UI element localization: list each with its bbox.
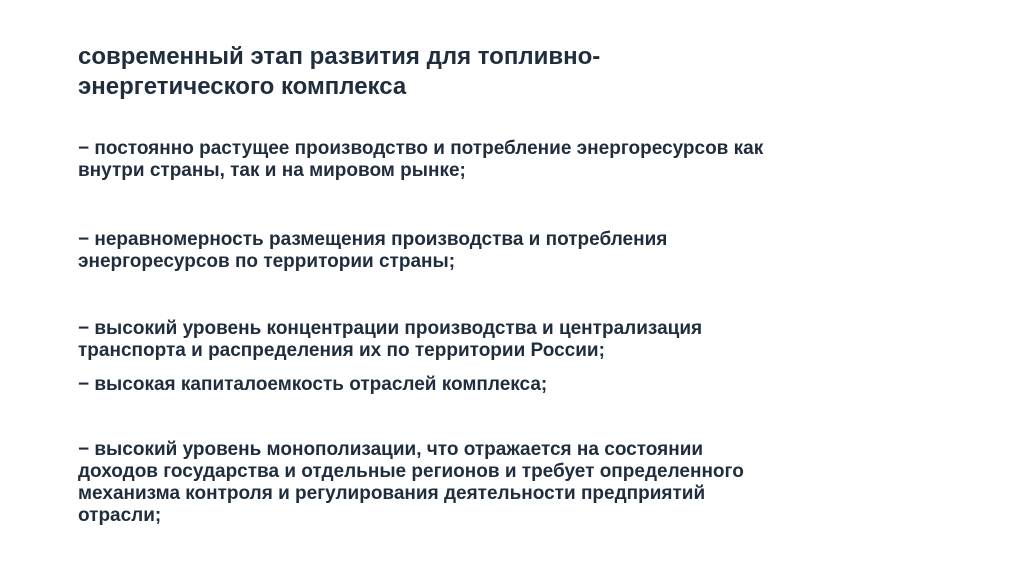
bullet-item-4: − высокая капиталоемкость отраслей комплекса; xyxy=(78,374,548,395)
bullet-item-3: − высокий уровень концентрации производства и централизация транспорта и распределения их по территории России; xyxy=(78,318,703,361)
bullet-item-5: − высокий уровень монополизации, что отражается на состоянии доходов государства и отдельные регионов и требует определенного механизма контроля и регулирования деятельности предприятий отрасли; xyxy=(78,439,744,526)
bullet-item-2: − неравномерность размещения производства и потребления энергоресурсов по территории страны; xyxy=(78,229,668,272)
bullet-item-1: − постоянно растущее производство и потребление энергоресурсов как внутри страны, так и на мировом рынке; xyxy=(78,138,764,181)
slide-title: современный этап развития для топливно- энергетического комплекса xyxy=(78,43,601,100)
